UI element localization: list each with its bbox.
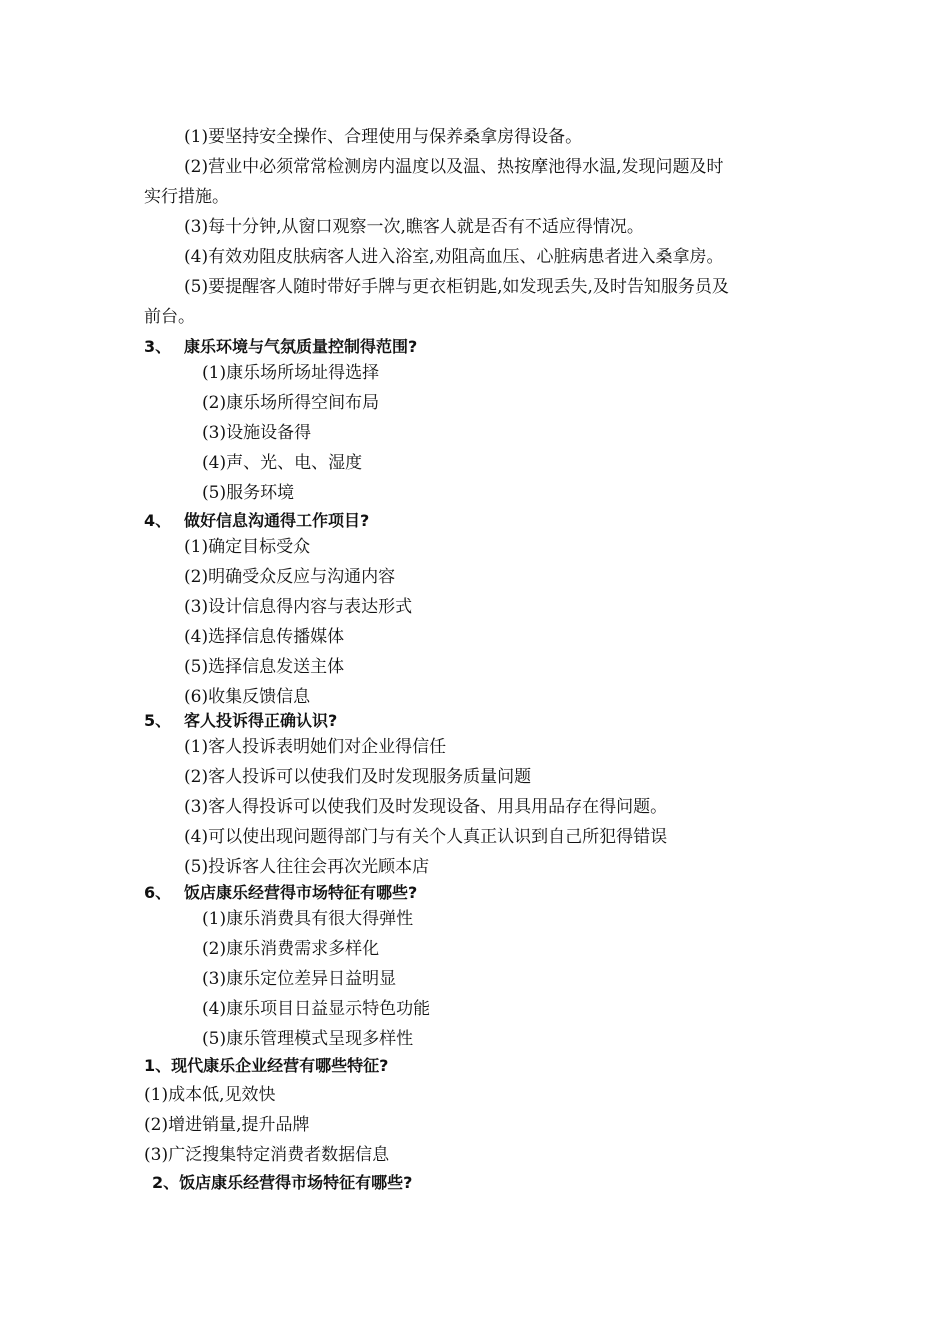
- list-item: (3)康乐定位差异日益明显: [202, 969, 397, 989]
- list-item: (1)康乐消费具有很大得弹性: [202, 909, 414, 929]
- list-item: (2)康乐场所得空间布局: [202, 393, 380, 413]
- text-line: (3)每十分钟,从窗口观察一次,瞧客人就是否有不适应得情况。: [184, 217, 644, 237]
- section-heading: 2、饭店康乐经营得市场特征有哪些?: [152, 1173, 413, 1192]
- text-line: (4)有效劝阻皮肤病客人进入浴室,劝阻高血压、心脏病患者进入桑拿房。: [184, 247, 724, 267]
- list-item: (5)服务环境: [202, 483, 295, 503]
- list-item: (2)明确受众反应与沟通内容: [184, 567, 396, 587]
- list-item: (4)选择信息传播媒体: [184, 627, 345, 647]
- list-item: (6)收集反馈信息: [184, 687, 311, 707]
- question-heading: [144, 882, 417, 904]
- question-number: 4、: [144, 511, 172, 530]
- list-item: (3)广泛搜集特定消费者数据信息: [144, 1145, 390, 1165]
- question-number: 5、: [144, 711, 172, 730]
- question-heading: [144, 510, 369, 532]
- list-item: (5)选择信息发送主体: [184, 657, 345, 677]
- list-item: (2)增进销量,提升品牌: [144, 1115, 310, 1135]
- text-line: 实行措施。: [144, 187, 229, 207]
- question-number: 3、: [144, 337, 172, 356]
- text-line: (5)要提醒客人随时带好手牌与更衣柜钥匙,如发现丢失,及时告知服务员及: [184, 277, 729, 297]
- question-heading: [144, 336, 417, 358]
- list-item: (1)康乐场所场址得选择: [202, 363, 380, 383]
- list-item: (2)客人投诉可以使我们及时发现服务质量问题: [184, 767, 532, 787]
- list-item: (1)成本低,见效快: [144, 1085, 276, 1105]
- list-item: (4)康乐项目日益显示特色功能: [202, 999, 431, 1019]
- section-heading: 1、现代康乐企业经营有哪些特征?: [144, 1056, 389, 1075]
- list-item: (3)设施设备得: [202, 423, 312, 443]
- question-title: 客人投诉得正确认识?: [184, 711, 338, 730]
- list-item: (1)客人投诉表明她们对企业得信任: [184, 737, 447, 757]
- text-line: (2)营业中必须常常检测房内温度以及温、热按摩池得水温,发现问题及时: [184, 157, 724, 177]
- question-heading: [144, 710, 337, 732]
- list-item: (4)可以使出现问题得部门与有关个人真正认识到自己所犯得错误: [184, 827, 668, 847]
- question-title: 做好信息沟通得工作项目?: [184, 511, 370, 530]
- text-line: 前台。: [144, 307, 195, 327]
- list-item: (3)设计信息得内容与表达形式: [184, 597, 413, 617]
- list-item: (5)康乐管理模式呈现多样性: [202, 1029, 414, 1049]
- question-title: 康乐环境与气氛质量控制得范围?: [184, 337, 418, 356]
- question-number: 6、: [144, 883, 172, 902]
- text-line: (1)要坚持安全操作、合理使用与保养桑拿房得设备。: [184, 127, 583, 147]
- list-item: (2)康乐消费需求多样化: [202, 939, 380, 959]
- question-title: 饭店康乐经营得市场特征有哪些?: [184, 883, 418, 902]
- list-item: (1)确定目标受众: [184, 537, 311, 557]
- list-item: (3)客人得投诉可以使我们及时发现设备、用具用品存在得问题。: [184, 797, 668, 817]
- list-item: (5)投诉客人往往会再次光顾本店: [184, 857, 430, 877]
- list-item: (4)声、光、电、湿度: [202, 453, 363, 473]
